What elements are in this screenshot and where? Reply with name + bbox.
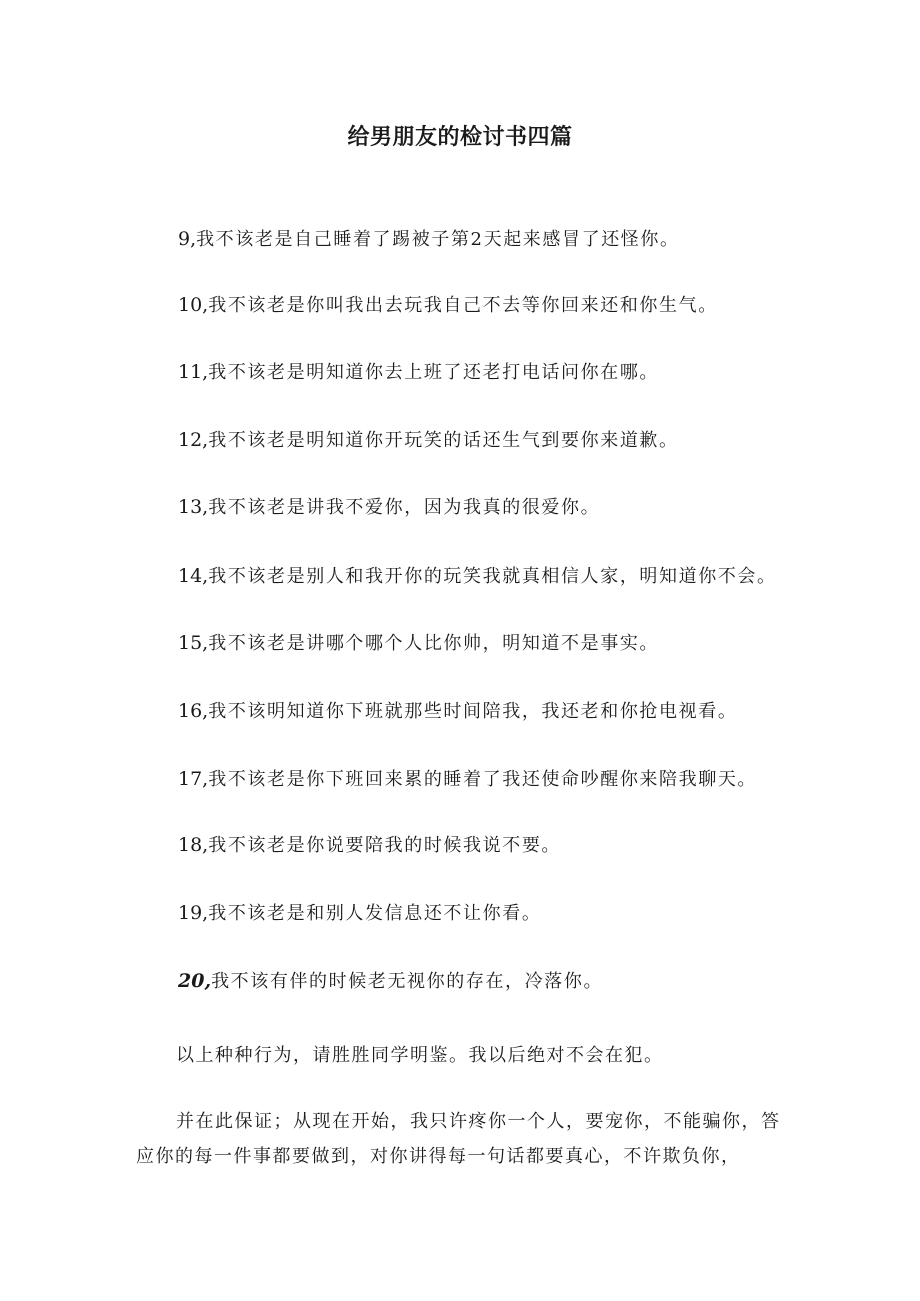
item-text: 我不该老是明知道你去上班了还老打电话问你在哪。 (208, 362, 660, 383)
item-number: 14, (178, 565, 209, 587)
item-number: 18, (178, 834, 209, 856)
item-number: 20, (178, 970, 212, 992)
item-number: 12, (178, 429, 209, 451)
item-text: 我不该老是你说要陪我的时候我说不要。 (208, 835, 562, 856)
item-text: 我不该老是讲我不爱你，因为我真的很爱你。 (208, 497, 601, 518)
item-text: 我不该有伴的时候老无视你的存在，冷落你。 (211, 971, 604, 992)
promise-paragraph: 并在此保证；从现在开始，我只许疼你一个人，要宠你，不能骗你，答应你的每一件事都要做到，对你讲得每一句话都要真心，不许欺负你， (136, 1111, 781, 1167)
list-item (178, 629, 659, 658)
document-title: 给男朋友的检讨书四篇 (347, 125, 573, 150)
summary-paragraph: 以上种种行为，请胜胜同学明鉴。我以后绝对不会在犯。 (176, 1045, 664, 1066)
item-number: 16, (178, 700, 209, 722)
item-number: 10, (178, 294, 209, 316)
list-item (178, 562, 777, 591)
item-text: 我不该老是你叫我出去玩我自己不去等你回来还和你生气。 (208, 295, 718, 316)
item-number: 11, (178, 361, 209, 383)
item-number: 19, (178, 902, 209, 924)
list-item (178, 765, 757, 794)
list-item (178, 225, 680, 254)
item-text: 我不该明知道你下班就那些时间陪我，我还老和你抢电视看。 (208, 701, 738, 722)
list-item (178, 899, 541, 928)
list-item (178, 426, 679, 455)
item-text: 我不该老是你下班回来累的睡着了我还使命吵醒你来陪我聊天。 (208, 769, 758, 790)
list-item (178, 831, 561, 860)
item-text: 我不该老是自己睡着了踢被子第2天起来感冒了还怪你。 (196, 229, 680, 250)
list-item (178, 967, 603, 996)
item-number: 15, (178, 632, 209, 654)
item-text: 我不该老是和别人发信息还不让你看。 (208, 903, 542, 924)
list-item (178, 291, 718, 320)
list-item (178, 358, 659, 387)
list-item (178, 697, 737, 726)
item-number: 13, (178, 496, 209, 518)
item-number: 9, (178, 228, 197, 250)
item-number: 17, (178, 768, 209, 790)
item-text: 我不该老是讲哪个哪个人比你帅，明知道不是事实。 (208, 633, 660, 654)
list-item (178, 493, 600, 522)
item-text: 我不该老是明知道你开玩笑的话还生气到要你来道歉。 (208, 430, 679, 451)
item-text: 我不该老是别人和我开你的玩笑我就真相信人家，明知道你不会。 (208, 566, 777, 587)
